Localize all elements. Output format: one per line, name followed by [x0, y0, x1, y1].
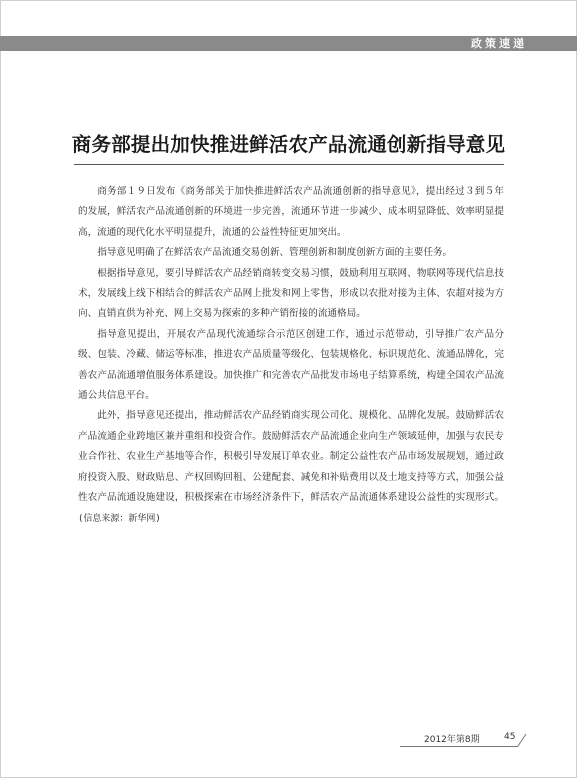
issue-label: 2012年第8期 — [424, 735, 480, 745]
title-divider — [74, 164, 504, 165]
footer-slash-mark — [517, 733, 527, 747]
section-label: 政策速递 — [471, 37, 527, 50]
paragraph — [78, 406, 504, 528]
footer-rule — [400, 746, 518, 747]
paragraph: 指导意见提出，开展农产品现代流通综合示范区创建工作，通过示范带动，引导推广农产品分级、包装、冷藏、储运等标准，推进农产品质量等级化、包装规格化、标识规范化、流通品牌化，完善农产品流通增值服务体系建设。加快推广和完善农产品批发市场电子结算系统，构建全国农产品流通公共信息平台。 — [78, 328, 504, 402]
paragraph: 指导意见明确了在鲜活农产品流通交易创新、管理创新和制度创新方面的主要任务。 — [97, 247, 453, 259]
source-note: (信息来源：新华网) — [78, 513, 161, 524]
page-number: 45 — [504, 732, 516, 742]
paragraph: 根据指导意见，要引导鲜活农产品经销商转变交易习惯，鼓励利用互联网、物联网等现代信息技术，发展线上线下相结合的鲜活农产品网上批发和网上零售，形成以农批对接为主体、农超对接为方向、直销直供为补充、网上交易为探索的多种产销衔接的流通格局。 — [78, 267, 504, 320]
paragraph: 商务部１９日发布《商务部关于加快推进鲜活农产品流通创新的指导意见》，提出经过３到５年的发展，鲜活农产品流通创新的环境进一步完善，流通环节进一步减少、成本明显降低、效率明显提高，流通的现代化水平明显提升，流通的公益性特征更加突出。 — [78, 186, 504, 238]
article-body — [78, 182, 504, 529]
paragraph-text: 此外，指导意见还提出，推动鲜活农产品经销商实现公司化、规模化、品牌化发展。鼓励鲜活农产品流通企业跨地区兼并重组和投资合作。鼓励鲜活农产品流通企业向生产领域延伸，加强与农民专业合作社、农业生产基地等合作，积极引导发展订单农业。制定公益性农产品市场发展规划，通过政府投资入股、财政贴息、产权回购回租、公建配套、减免和补贴费用以及土地支持等方式，加强公益性农产品流通设施建设，积极探索在市场经济条件下，鲜活农产品流通体系建设公益性的实现形式。 — [78, 410, 504, 504]
article-title: 商务部提出加快推进鲜活农产品流通创新指导意见 — [71, 133, 506, 157]
